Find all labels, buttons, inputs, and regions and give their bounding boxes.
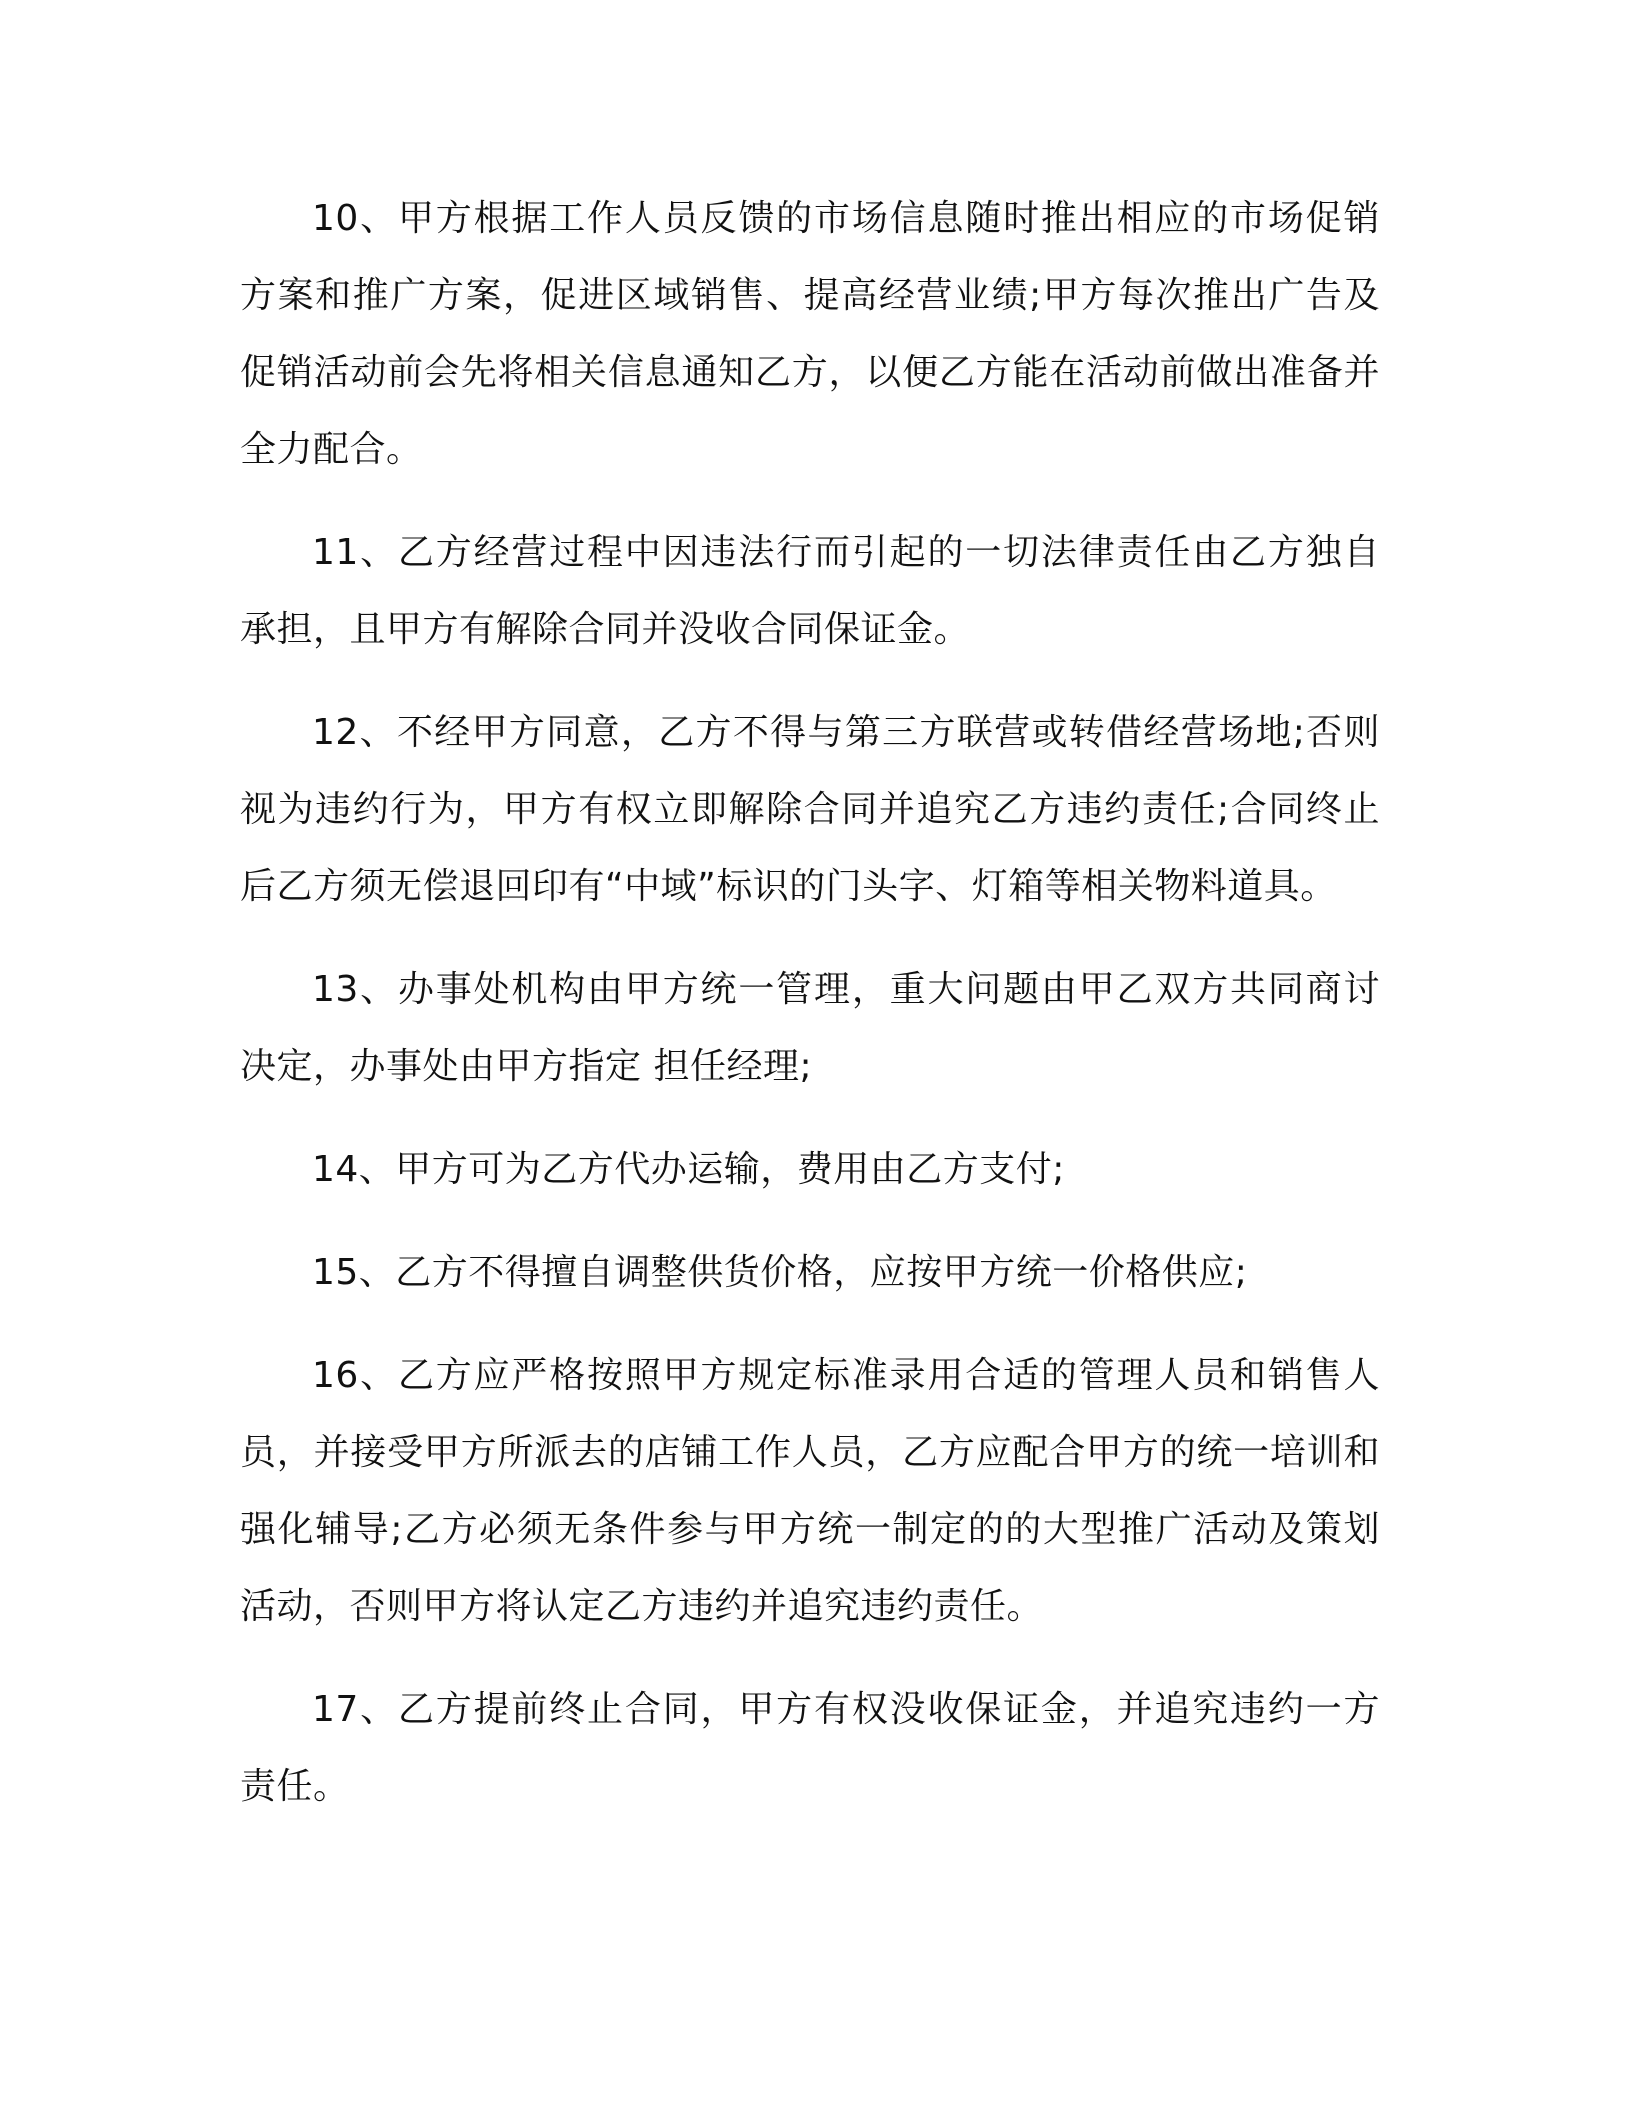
clause-12: 12、不经甲方同意，乙方不得与第三方联营或转借经营场地;否则视为违约行为，甲方有权立即解除合同并追究乙方违约责任;合同终止后乙方须无偿退回印有“中域”标识的门头字、灯箱等相关物料道具。 — [240, 712, 1380, 907]
clause-11: 11、乙方经营过程中因违法行而引起的一切法律责任由乙方独自承担，且甲方有解除合同并没收合同保证金。 — [240, 532, 1380, 650]
clause-16: 16、乙方应严格按照甲方规定标准录用合适的管理人员和销售人员，并接受甲方所派去的店铺工作人员，乙方应配合甲方的统一培训和强化辅导;乙方必须无条件参与甲方统一制定的的大型推广活动及策划活动，否则甲方将认定乙方违约并追究违约责任。 — [240, 1355, 1380, 1627]
clause-15: 15、乙方不得擅自调整供货价格，应按甲方统一价格供应; — [312, 1252, 1248, 1293]
clause-14: 14、甲方可为乙方代办运输，费用由乙方支付; — [312, 1149, 1065, 1190]
document-page — [240, 180, 1380, 1851]
clause-13: 13、办事处机构由甲方统一管理，重大问题由甲乙双方共同商讨决定，办事处由甲方指定 担任经理; — [240, 969, 1380, 1087]
clause-17: 17、乙方提前终止合同，甲方有权没收保证金，并追究违约一方责任。 — [240, 1689, 1380, 1807]
clause-10: 10、甲方根据工作人员反馈的市场信息随时推出相应的市场促销方案和推广方案，促进区域销售、提高经营业绩;甲方每次推出广告及促销活动前会先将相关信息通知乙方，以便乙方能在活动前做出准备并全力配合。 — [240, 198, 1380, 470]
